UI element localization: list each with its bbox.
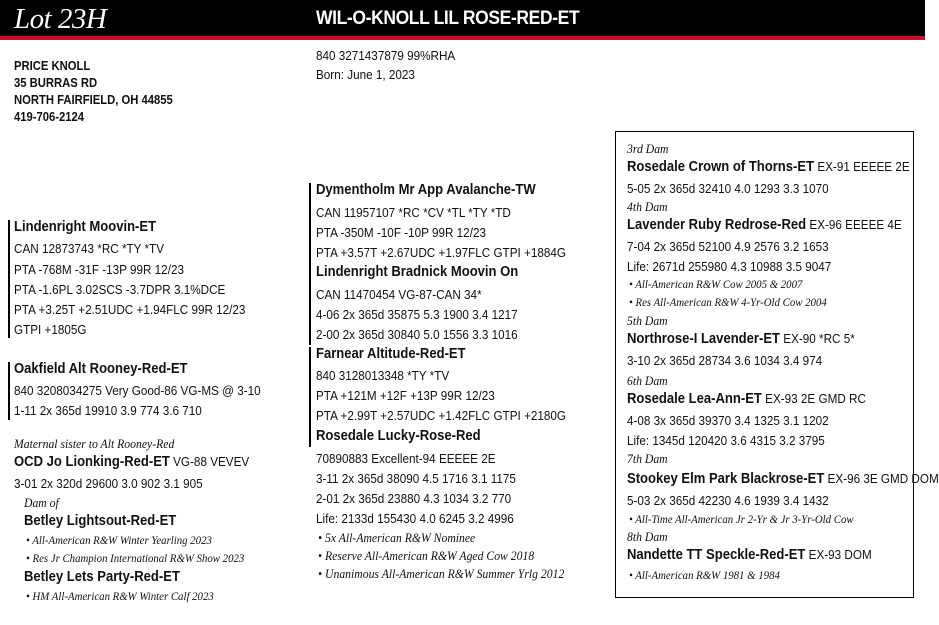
maternal-sister-caption: Maternal sister to Alt Rooney-Red (14, 436, 175, 451)
sire-sire-line: PTA +3.57T +2.67UDC +1.97FLC GTPI +1884G (316, 245, 566, 260)
sire-line: GTPI +1805G (14, 322, 87, 337)
ancestor-name: Nandette TT Speckle-Red-ET (627, 547, 806, 563)
dam-dam-line: 3-11 2x 365d 38090 4.5 1716 3.1 1175 (316, 471, 516, 486)
note-text: Reserve All-American R&W Aged Cow 2018 (325, 548, 535, 563)
dam-line: 840 3208034275 Very Good-86 VG-MS @ 3-10 (14, 383, 261, 398)
ancestor-class: EX-96 3E GMD DOM (827, 471, 939, 486)
dam-name: Oakfield Alt Rooney-Red-ET (14, 361, 188, 377)
ancestor-class: EX-96 EEEEE 4E (809, 217, 902, 232)
offspring-note: • All-American R&W Winter Yearling 2023 (26, 533, 212, 547)
note-text: All-American R&W 1981 & 1984 (635, 568, 780, 582)
header-bar (0, 0, 925, 40)
animal-registration: 840 3271437879 99%RHA (316, 48, 456, 63)
dam-generation-title (627, 391, 866, 407)
dam-generation-title (627, 159, 910, 175)
dam-bracket (8, 362, 10, 420)
sire-dam-name: Lindenright Bradnick Moovin On (316, 264, 519, 280)
dam-dam-line: 2-01 2x 365d 23880 4.3 1034 3.2 770 (316, 491, 512, 506)
dam-generation-label: 7th Dam (627, 451, 668, 466)
note-text: Unanimous All-American R&W Summer Yrlg 2012 (325, 566, 565, 581)
note-text: All-Time All-American Jr 2-Yr & Jr 3-Yr-Old Cow (635, 512, 854, 526)
ancestor-record: 3-10 2x 365d 28734 3.6 1034 3.4 974 (627, 353, 823, 368)
ancestor-note: • All-American R&W Cow 2005 & 2007 (629, 277, 803, 291)
ancestor-name: Stookey Elm Park Blackrose-ET (627, 471, 825, 487)
maternal-sister-class: VG-88 VEVEV (173, 454, 250, 469)
ancestor-class: EX-91 EEEEE 2E (817, 159, 910, 174)
ancestor-record: Life: 1345d 120420 3.6 4315 3.2 3795 (627, 433, 825, 448)
dam-dam-note: • 5x All-American R&W Nominee (318, 530, 476, 545)
dam-generation-title (627, 331, 855, 347)
consignor-city: NORTH FAIRFIELD, OH 44855 (14, 93, 173, 107)
consignor-phone: 419-706-2124 (14, 110, 85, 124)
dam-generation-label: 4th Dam (627, 199, 668, 214)
sire-line: PTA +3.25T +2.51UDC +1.94FLC 99R 12/23 (14, 302, 246, 317)
ancestor-class: EX-93 DOM (808, 547, 872, 562)
dam-sire-name: Farnear Altitude-Red-ET (316, 346, 466, 362)
offspring-note: • Res Jr Champion International R&W Show 2023 (26, 551, 245, 565)
sire-bracket (8, 220, 10, 338)
dam-sire-line: PTA +121M +12F +13P 99R 12/23 (316, 388, 495, 403)
ancestor-name: Northrose-I Lavender-ET (627, 331, 780, 347)
dam-dam-line: 70890883 Excellent-94 EEEEE 2E (316, 451, 496, 466)
sire-sire-line: PTA -350M -10F -10P 99R 12/23 (316, 225, 486, 240)
offspring-note: • HM All-American R&W Winter Calf 2023 (26, 589, 214, 603)
lot-number: Lot 23H (14, 3, 107, 35)
consignor-name: PRICE KNOLL (14, 59, 91, 73)
dam-of-caption: Dam of (24, 495, 59, 510)
ancestor-note: • Res All-American R&W 4-Yr-Old Cow 2004 (629, 295, 827, 309)
sire-line: PTA -768M -31F -13P 99R 12/23 (14, 262, 184, 277)
dam-sire-line: 840 3128013348 *TY *TV (316, 368, 450, 383)
sire-dam-line: 4-06 2x 365d 35875 5.3 1900 3.4 1217 (316, 307, 518, 322)
dam-generation-label: 5th Dam (627, 313, 668, 328)
maternal-sister-name: OCD Jo Lionking-Red-ET (14, 454, 170, 470)
dam-generation-title (627, 547, 872, 563)
sire-sire-line: CAN 11957107 *RC *CV *TL *TY *TD (316, 205, 511, 220)
ancestor-record: 5-05 2x 365d 32410 4.0 1293 3.3 1070 (627, 181, 829, 196)
dam-dam-name: Rosedale Lucky-Rose-Red (316, 428, 481, 444)
sire-sire-name: Dymentholm Mr App Avalanche-TW (316, 182, 536, 198)
sire-name: Lindenright Moovin-ET (14, 219, 157, 235)
dam-generation-title (627, 471, 939, 487)
dam-line: 1-11 2x 365d 19910 3.9 774 3.6 710 (14, 403, 202, 418)
note-text: Res Jr Champion International R&W Show 2023 (32, 551, 245, 565)
dam-sire-line: PTA +2.99T +2.57UDC +1.42FLC GTPI +2180G (316, 408, 566, 423)
ancestor-record: 4-08 3x 365d 39370 3.4 1325 3.1 1202 (627, 413, 829, 428)
sire-dam-line: CAN 11470454 VG-87-CAN 34* (316, 287, 482, 302)
ancestor-record: 7-04 2x 365d 52100 4.9 2576 3.2 1653 (627, 239, 829, 254)
ancestor-class: EX-93 2E GMD RC (765, 391, 866, 406)
note-text: HM All-American R&W Winter Calf 2023 (32, 589, 214, 603)
offspring-name: Betley Lets Party-Red-ET (24, 569, 180, 585)
animal-birthdate: Born: June 1, 2023 (316, 67, 415, 82)
consignor-address: 35 BURRAS RD (14, 76, 98, 90)
dam-parents-bracket (309, 347, 311, 447)
animal-name: WIL-O-KNOLL LIL ROSE-RED-ET (316, 8, 580, 29)
dam-dam-note: • Unanimous All-American R&W Summer Yrlg 2012 (318, 566, 565, 581)
note-text: All-American R&W Cow 2005 & 2007 (635, 277, 803, 291)
ancestor-name: Rosedale Crown of Thorns-ET (627, 159, 815, 175)
dam-generation-title (627, 217, 902, 233)
dam-dam-note: • Reserve All-American R&W Aged Cow 2018 (318, 548, 535, 563)
note-text: All-American R&W Winter Yearling 2023 (32, 533, 212, 547)
sire-line: CAN 12873743 *RC *TY *TV (14, 241, 165, 256)
dam-dam-line: Life: 2133d 155430 4.0 6245 3.2 4996 (316, 511, 514, 526)
ancestor-class: EX-90 *RC 5* (783, 331, 855, 346)
sire-line: PTA -1.6PL 3.02SCS -3.7DPR 3.1%DCE (14, 282, 226, 297)
ancestor-name: Lavender Ruby Redrose-Red (627, 217, 807, 233)
dam-generation-label: 8th Dam (627, 529, 668, 544)
note-text: Res All-American R&W 4-Yr-Old Cow 2004 (635, 295, 827, 309)
dam-generation-label: 3rd Dam (627, 141, 669, 156)
ancestor-note: • All-American R&W 1981 & 1984 (629, 568, 780, 582)
sire-dam-line: 2-00 2x 365d 30840 5.0 1556 3.3 1016 (316, 327, 518, 342)
sire-parents-bracket (309, 183, 311, 345)
ancestor-record: 5-03 2x 365d 42230 4.6 1939 3.4 1432 (627, 493, 829, 508)
maternal-sister-title (14, 454, 249, 470)
offspring-name: Betley Lightsout-Red-ET (24, 513, 177, 529)
ancestor-record: Life: 2671d 255980 4.3 10988 3.5 9047 (627, 259, 832, 274)
maternal-sister-record: 3-01 2x 320d 29600 3.0 902 3.1 905 (14, 476, 203, 491)
dam-generation-label: 6th Dam (627, 373, 668, 388)
ancestor-note: • All-Time All-American Jr 2-Yr & Jr 3-Yr-Old Cow (629, 512, 854, 526)
ancestor-name: Rosedale Lea-Ann-ET (627, 391, 762, 407)
note-text: 5x All-American R&W Nominee (325, 530, 476, 545)
